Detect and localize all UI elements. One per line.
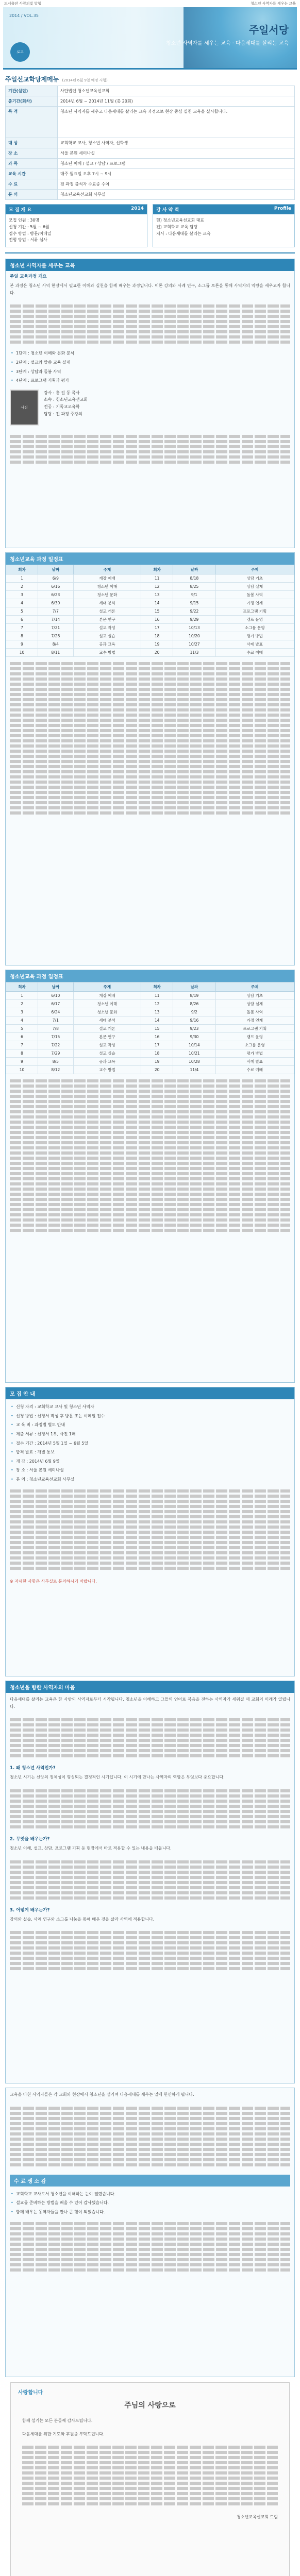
table-cell: 9/22 (173, 607, 216, 616)
table-cell: 평가 방법 (215, 1049, 294, 1058)
table-cell: 캠프 운영 (215, 616, 294, 624)
recruit-note: ※ 자세한 사항은 사무실로 문의하시기 바랍니다. (10, 1579, 97, 1584)
table-row (6, 138, 295, 148)
table-cell: 9/16 (173, 1016, 216, 1025)
recruit-line: 모집 인원 : 30명 (9, 218, 40, 223)
body-text-block (6, 1713, 294, 1762)
table-cell: 17 (141, 624, 173, 632)
table-cell: 12 (141, 583, 173, 591)
schedule-heading-2: 청소년교육 과정 일정표 (6, 970, 294, 982)
table-row (6, 169, 295, 179)
info-value: 청소년 이해 / 설교 / 상담 / 프로그램 (58, 159, 295, 169)
table-cell: 7/14 (38, 616, 73, 624)
table-cell: 11/4 (173, 1066, 216, 1074)
table-row (6, 607, 294, 616)
table-cell: 6/9 (38, 574, 73, 583)
table-cell: 공과 교육 (73, 1058, 141, 1066)
table-cell: 설교 실습 (73, 1049, 141, 1058)
table-cell: 6/17 (38, 1000, 73, 1008)
table-cell: 16 (141, 1033, 173, 1041)
instructor-line: 담당 : 전 과정 주강의 (44, 411, 82, 416)
info-table (5, 86, 295, 200)
info-value: 청소년교육선교회 사무실 (58, 190, 295, 200)
profile-line: 전) 교회학교 교육 담당 (156, 224, 198, 229)
table-cell: 9 (6, 640, 38, 649)
table-cell: 세대 분석 (73, 599, 141, 607)
info-value: 매주 월요일 오후 7시 ~ 9시 (58, 169, 295, 179)
table-cell: 7/21 (38, 624, 73, 632)
course-overview-text: 본 과정은 청소년 사역 현장에서 필요한 이해와 실천을 함께 배우는 과정입니다. 이론 강의와 사례 연구, 소그룹 토론을 통해 사역자의 역량을 세우고자 합니다. (10, 283, 290, 295)
table-cell: 11 (141, 992, 173, 1000)
table-cell: 9/23 (173, 1025, 216, 1033)
table-cell: 돌봄 사역 (215, 1008, 294, 1016)
recruit-tag: 2014 (130, 206, 144, 211)
table-cell: 캠프 운영 (215, 1033, 294, 1041)
table-cell: 공과 교육 (73, 640, 141, 649)
table-row (6, 632, 294, 640)
table-cell: 10/21 (173, 1049, 216, 1058)
recruit-guide-list (6, 1399, 294, 1484)
schedule-table-1 (6, 565, 294, 657)
table-cell: 프로그램 기획 (215, 607, 294, 616)
ministry-heart-heading: 청소년을 향한 사역자의 마음 (6, 1681, 294, 1693)
table-cell: 청소년 이해 (73, 583, 141, 591)
table-row (6, 107, 295, 138)
info-value: 청소년 사역자를 세우고 다음세대를 살리는 교육 과정으로 현장 중심 실천 교육을 실시합니다. (58, 107, 295, 138)
list-item: • 함께 배우는 동역자들을 만나 큰 힘이 되었습니다. (6, 2208, 294, 2217)
info-key: 기관(설립) (6, 86, 58, 96)
table-cell: 14 (141, 1016, 173, 1025)
info-value: 2014년 6월 ~ 2014년 11월 (총 20회) (58, 96, 295, 107)
table-cell: 9/30 (173, 1033, 216, 1041)
table-cell: 개강 예배 (73, 574, 141, 583)
table-row (6, 574, 294, 583)
table-cell: 7 (6, 624, 38, 632)
col-header: 회차 (6, 982, 38, 992)
course-overview-section (5, 259, 295, 548)
section-divider (5, 252, 295, 253)
table-cell: 16 (141, 616, 173, 624)
info-key: 수 료 (6, 179, 58, 190)
table-cell: 상담 기초 (215, 992, 294, 1000)
body-text-block (6, 1074, 294, 1237)
table-cell: 수료 예배 (215, 1066, 294, 1074)
col-header: 주제 (215, 982, 294, 992)
body-text-block (18, 2441, 282, 2511)
instructor-photo: 사진 (10, 389, 39, 426)
list-item: • 교 육 비 : 과정별 별도 안내 (6, 1420, 294, 1430)
schedule-heading-1: 청소년교육 과정 일정표 (6, 553, 294, 565)
ministry-heart-intro: 다음세대를 살리는 교육은 한 사람의 사역자로부터 시작됩니다. 청소년을 이해하고 그들의 언어로 복음을 전하는 사역자가 세워질 때 교회의 미래가 열립니다. (10, 1697, 290, 1709)
info-heading: 주일선교학당제메뉴 (5, 76, 59, 83)
table-cell: 1 (6, 992, 38, 1000)
table-cell: 10/13 (173, 624, 216, 632)
body-text-block (6, 657, 294, 820)
profile-line: 저서 : 다음세대를 살리는 교육 (156, 231, 211, 236)
answer-text: 청소년 이해, 설교, 상담, 프로그램 기획 등 현장에서 바로 적용할 수 있는 내용을 배웁니다. (10, 1845, 172, 1851)
table-cell: 4 (6, 1016, 38, 1025)
table-cell: 4 (6, 599, 38, 607)
table-cell: 13 (141, 591, 173, 599)
table-cell: 20 (141, 649, 173, 657)
list-item: • 설교를 준비하는 방법을 배울 수 있어 감사했습니다. (6, 2198, 294, 2208)
table-cell: 7/7 (38, 607, 73, 616)
table-cell: 10/27 (173, 640, 216, 649)
recruit-panel (5, 204, 147, 247)
body-text-block (6, 299, 294, 349)
table-cell: 2 (6, 1000, 38, 1008)
info-heading-row (5, 75, 295, 83)
table-row (6, 86, 295, 96)
list-item: • 신청 자격 : 교회학교 교사 및 청소년 사역자 (6, 1402, 294, 1412)
table-cell: 7/28 (38, 632, 73, 640)
answer-text: 강의와 실습, 사례 연구와 소그룹 나눔을 통해 배운 것을 삶과 사역에 적용합니다. (10, 1917, 155, 1922)
instructor-line: 전공 : 기독교교육학 (44, 404, 80, 409)
body-text-block (6, 1926, 294, 1975)
banner-title: 주일서당 (248, 24, 289, 36)
col-header: 주제 (73, 982, 141, 992)
table-cell: 설교 개론 (73, 1025, 141, 1033)
table-cell: 10 (6, 649, 38, 657)
question-heading: 3. 어떻게 배우는가? (10, 1907, 50, 1913)
info-section (5, 75, 295, 247)
table-cell: 1 (6, 574, 38, 583)
table-cell: 10/14 (173, 1041, 216, 1049)
table-cell: 5 (6, 607, 38, 616)
info-key: 과 목 (6, 159, 58, 169)
top-bar (0, 0, 300, 7)
table-row (6, 1041, 294, 1049)
table-cell: 세대 분석 (73, 1016, 141, 1025)
table-cell: 설교 개론 (73, 607, 141, 616)
recruit-guide-section (5, 1387, 295, 1676)
info-value: 서울 본원 세미나실 (58, 148, 295, 159)
info-heading-note: (2014년 6월 9일 예정 시행) (62, 78, 108, 82)
question-heading: 2. 무엇을 배우는가? (10, 1836, 50, 1842)
table-cell: 7 (6, 1041, 38, 1049)
table-cell: 소그룹 운영 (215, 624, 294, 632)
table-cell: 설교 실습 (73, 632, 141, 640)
table-cell: 15 (141, 1025, 173, 1033)
logo-icon: 로고 (10, 42, 30, 62)
info-value: 교회학교 교사, 청소년 사역자, 신학생 (58, 138, 295, 148)
table-cell: 9/2 (173, 1008, 216, 1016)
table-cell: 8/11 (38, 649, 73, 657)
course-step: • 4단계 : 프로그램 기획과 평가 (6, 376, 294, 385)
banner-title-block (166, 22, 289, 46)
table-cell: 평가 방법 (215, 632, 294, 640)
table-cell: 13 (141, 1008, 173, 1016)
table-cell: 6/16 (38, 583, 73, 591)
table-cell: 8/25 (173, 583, 216, 591)
table-row (6, 1016, 294, 1025)
schedule-section-1 (5, 552, 295, 965)
table-cell: 청소년 문화 (73, 591, 141, 599)
instructor-card (6, 385, 294, 430)
table-row (6, 190, 295, 200)
table-cell: 7/8 (38, 1025, 73, 1033)
closing-signature: 청소년교육선교회 드림 (237, 2515, 278, 2520)
table-row (6, 179, 295, 190)
profile-heading: 강 사 약 력 (156, 208, 179, 213)
list-item: • 신청 방법 : 신청서 작성 후 방문 또는 이메일 접수 (6, 1412, 294, 1421)
profile-panel (153, 204, 295, 247)
table-cell: 9/29 (173, 616, 216, 624)
table-row (6, 1000, 294, 1008)
table-cell: 2 (6, 583, 38, 591)
table-cell: 15 (141, 607, 173, 616)
schedule-section-2 (5, 970, 295, 1383)
info-key: 장 소 (6, 148, 58, 159)
table-cell: 8/12 (38, 1066, 73, 1074)
table-cell: 가정 연계 (215, 1016, 294, 1025)
body-text-block (6, 2217, 294, 2277)
answer-text: 청소년 시기는 신앙의 정체성이 형성되는 결정적인 시기입니다. 이 시기에 만나는 사역자의 역할은 무엇보다 중요합니다. (10, 1775, 225, 1780)
table-cell: 7/1 (38, 1016, 73, 1025)
profile-panel-header (153, 205, 294, 214)
table-cell: 17 (141, 1041, 173, 1049)
issue-number: 2014 / VOL.35 (9, 13, 39, 18)
table-cell: 6/23 (38, 591, 73, 599)
info-value: 전 과정 출석자 수료증 수여 (58, 179, 295, 190)
recruit-line: 접수 방법 : 방문/이메일 (9, 231, 52, 236)
table-cell: 8/5 (38, 1058, 73, 1066)
table-cell: 9/15 (173, 599, 216, 607)
table-cell: 본문 연구 (73, 616, 141, 624)
col-header: 회차 (6, 565, 38, 574)
publisher-text: 도서출판 사랑의빛 발행 (4, 2, 42, 6)
course-step: • 3단계 : 상담과 돌봄 사역 (6, 367, 294, 377)
recruit-line: 전형 방법 : 서류 심사 (9, 238, 47, 243)
table-row (6, 1058, 294, 1066)
question-heading: 1. 왜 청소년 사역인가? (10, 1766, 56, 1771)
table-cell: 상담 기초 (215, 574, 294, 583)
table-row (6, 1066, 294, 1074)
profile-tag: Profile (274, 206, 291, 211)
table-cell: 7/29 (38, 1049, 73, 1058)
list-item: • 제출 서류 : 신청서 1부, 사진 1매 (6, 1430, 294, 1439)
table-cell: 사례 발표 (215, 1058, 294, 1066)
table-header-row (6, 982, 294, 992)
list-item: • 장 소 : 서울 본원 세미나실 (6, 1466, 294, 1475)
table-cell: 10/28 (173, 1058, 216, 1066)
table-cell: 6/24 (38, 1008, 73, 1016)
col-header: 날짜 (38, 982, 73, 992)
ministry-heart-section (5, 1681, 295, 2083)
closing-line: 다음세대를 위한 기도와 후원을 부탁드립니다. (22, 2431, 105, 2436)
table-row (6, 640, 294, 649)
table-row (6, 583, 294, 591)
table-cell: 교수 방법 (73, 649, 141, 657)
table-cell: 9/1 (173, 591, 216, 599)
table-cell: 청소년 문화 (73, 1008, 141, 1016)
body-text-block (6, 2102, 294, 2172)
info-key: 교육 시간 (6, 169, 58, 179)
col-header: 회차 (141, 565, 173, 574)
col-header: 주제 (215, 565, 294, 574)
list-item: • 개 강 : 2014년 6월 9일 (6, 1457, 294, 1466)
table-cell: 7/22 (38, 1041, 73, 1049)
table-row (6, 1025, 294, 1033)
col-header: 날짜 (173, 565, 216, 574)
table-cell: 5 (6, 1025, 38, 1033)
table-cell: 상담 실제 (215, 1000, 294, 1008)
recruit-line: 신청 기간 : 5월 ~ 6월 (9, 224, 49, 229)
closing-card (10, 2382, 290, 2576)
table-cell: 개강 예배 (73, 992, 141, 1000)
course-step: • 2단계 : 설교와 말씀 교육 실제 (6, 358, 294, 367)
table-cell: 18 (141, 632, 173, 640)
table-cell: 설교 작성 (73, 624, 141, 632)
closing-line: 함께 섬기는 모든 분들께 감사드립니다. (22, 2418, 93, 2424)
list-item: • 문 의 : 청소년교육선교회 사무실 (6, 1475, 294, 1484)
table-cell: 사례 발표 (215, 640, 294, 649)
schedule-body-1 (6, 574, 294, 657)
table-row (6, 599, 294, 607)
table-cell: 18 (141, 1049, 173, 1058)
list-item: • 교회학교 교사로서 청소년을 이해하는 눈이 열렸습니다. (6, 2190, 294, 2199)
table-cell: 10 (6, 1066, 38, 1074)
instructor-details (44, 389, 88, 426)
table-cell: 12 (141, 1000, 173, 1008)
table-cell: 9 (6, 1058, 38, 1066)
info-key: 목 적 (6, 107, 58, 138)
schedule-body-2 (6, 992, 294, 1074)
table-row (6, 1049, 294, 1058)
table-cell: 프로그램 기획 (215, 1025, 294, 1033)
table-cell: 8/19 (173, 992, 216, 1000)
testimony-heading: 수 료 생 소 감 (10, 2175, 290, 2187)
table-row (6, 1033, 294, 1041)
list-item: • 접수 기간 : 2014년 5월 1일 ~ 6월 5일 (6, 1439, 294, 1448)
body-text-block (6, 1484, 294, 1575)
table-cell: 소그룹 운영 (215, 1041, 294, 1049)
info-value: 사단법인 청소년교육선교회 (58, 86, 295, 96)
table-cell: 7/15 (38, 1033, 73, 1041)
table-row (6, 591, 294, 599)
header-banner (3, 7, 297, 70)
table-cell: 8 (6, 632, 38, 640)
table-cell: 6/10 (38, 992, 73, 1000)
table-cell: 14 (141, 599, 173, 607)
table-cell: 6 (6, 616, 38, 624)
table-cell: 19 (141, 640, 173, 649)
table-row (6, 649, 294, 657)
table-cell: 수료 예배 (215, 649, 294, 657)
table-row (6, 616, 294, 624)
info-key: 대 상 (6, 138, 58, 148)
table-cell: 11 (141, 574, 173, 583)
table-cell: 설교 작성 (73, 1041, 141, 1049)
table-cell: 돌봄 사역 (215, 591, 294, 599)
schedule-table-2 (6, 982, 294, 1074)
testimony-section (5, 2088, 295, 2377)
col-header: 회차 (141, 982, 173, 992)
recruit-heading: 모 집 개 요 (9, 208, 32, 213)
info-key: 총기간(회차) (6, 96, 58, 107)
table-cell: 교수 방법 (73, 1066, 141, 1074)
table-cell: 청소년 이해 (73, 1000, 141, 1008)
body-text-block (6, 430, 294, 469)
course-overview-title: 주일 교육과정 개요 (10, 274, 47, 280)
body-text-block (6, 1784, 294, 1834)
closing-label: 사랑합니다 (18, 2390, 43, 2396)
table-row (6, 624, 294, 632)
list-item: • 합격 발표 : 개별 통보 (6, 1448, 294, 1457)
profile-body (153, 214, 294, 240)
table-header-row (6, 565, 294, 574)
table-row (6, 96, 295, 107)
table-cell: 8/4 (38, 640, 73, 649)
info-key: 문 의 (6, 190, 58, 200)
table-row (6, 1008, 294, 1016)
table-cell: 8 (6, 1049, 38, 1058)
info-twin-panels (5, 204, 295, 247)
body-text-block (6, 1855, 294, 1905)
course-overview-heading: 청소년 사역자를 세우는 교육 (6, 259, 294, 271)
closing-title: 주님의 사랑으로 (124, 2401, 176, 2410)
testimony-intro: 교육을 마친 사역자들은 각 교회와 현장에서 청소년을 섬기며 다음세대를 세우는 일에 헌신하게 됩니다. (10, 2092, 194, 2097)
profile-line: 현) 청소년교육선교회 대표 (156, 218, 205, 223)
table-cell: 가정 연계 (215, 599, 294, 607)
recruit-body (6, 214, 147, 247)
table-cell: 상담 실제 (215, 583, 294, 591)
table-cell: 본문 연구 (73, 1033, 141, 1041)
table-row (6, 148, 295, 159)
table-cell: 6/30 (38, 599, 73, 607)
instructor-line: 소속 : 청소년교육선교회 (44, 397, 88, 402)
table-cell: 19 (141, 1058, 173, 1066)
col-header: 날짜 (38, 565, 73, 574)
table-cell: 11/3 (173, 649, 216, 657)
recruit-panel-header (6, 205, 147, 214)
table-row (6, 992, 294, 1000)
col-header: 주제 (73, 565, 141, 574)
course-step: • 1단계 : 청소년 이해와 문화 분석 (6, 349, 294, 358)
table-cell: 8/26 (173, 1000, 216, 1008)
table-cell: 10/20 (173, 632, 216, 640)
slogan-text: 청소년 사역자를 세우는 교육 (251, 2, 296, 6)
col-header: 날짜 (173, 982, 216, 992)
banner-subtitle: 청소년 사역자를 세우는 교육 · 다음세대를 살리는 교육 (166, 41, 289, 46)
table-cell: 3 (6, 1008, 38, 1016)
table-row (6, 159, 295, 169)
table-cell: 6 (6, 1033, 38, 1041)
table-cell: 20 (141, 1066, 173, 1074)
table-cell: 3 (6, 591, 38, 599)
table-cell: 8/18 (173, 574, 216, 583)
recruit-guide-heading: 모 집 안 내 (6, 1387, 294, 1399)
instructor-line: 강사 : 홍 길 동 목사 (44, 390, 80, 395)
